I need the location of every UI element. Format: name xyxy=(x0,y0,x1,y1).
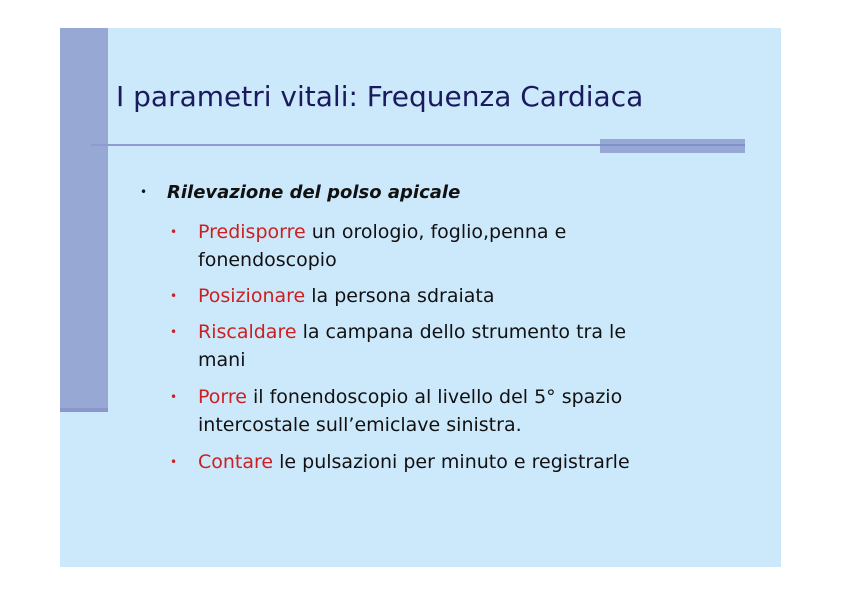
item-text: il fonendoscopio al livello del 5° spazio xyxy=(246,386,623,408)
list-bullet: • xyxy=(170,225,178,239)
list-bullet: • xyxy=(170,390,178,404)
item-verb: Contare xyxy=(198,451,274,473)
item-verb: Riscaldare xyxy=(198,321,297,343)
side-accent-bar xyxy=(60,28,108,411)
item-text-cont: intercostale sull’emiclave sinistra. xyxy=(198,414,522,436)
item-text: la persona sdraiata xyxy=(305,285,495,307)
item-verb: Predisporre xyxy=(198,221,306,243)
list-bullet: • xyxy=(170,325,178,339)
item-text: un orologio, foglio,penna e xyxy=(305,221,567,243)
side-accent-bar-edge xyxy=(60,408,108,412)
item-verb: Posizionare xyxy=(198,285,306,307)
list-bullet: • xyxy=(170,455,178,469)
list-bullet: • xyxy=(170,289,178,303)
item-verb: Porre xyxy=(198,386,247,408)
heading-text: Rilevazione del polso apicale xyxy=(167,182,461,203)
item-text-cont: mani xyxy=(198,349,246,371)
slide-title: I parametri vitali: Frequenza Cardiaca xyxy=(116,80,644,113)
title-divider-accent xyxy=(600,139,745,153)
heading-bullet: • xyxy=(140,185,148,199)
item-text: la campana dello strumento tra le xyxy=(296,321,627,343)
item-text-cont: fonendoscopio xyxy=(198,249,337,271)
item-text: le pulsazioni per minuto e registrarle xyxy=(273,451,630,473)
